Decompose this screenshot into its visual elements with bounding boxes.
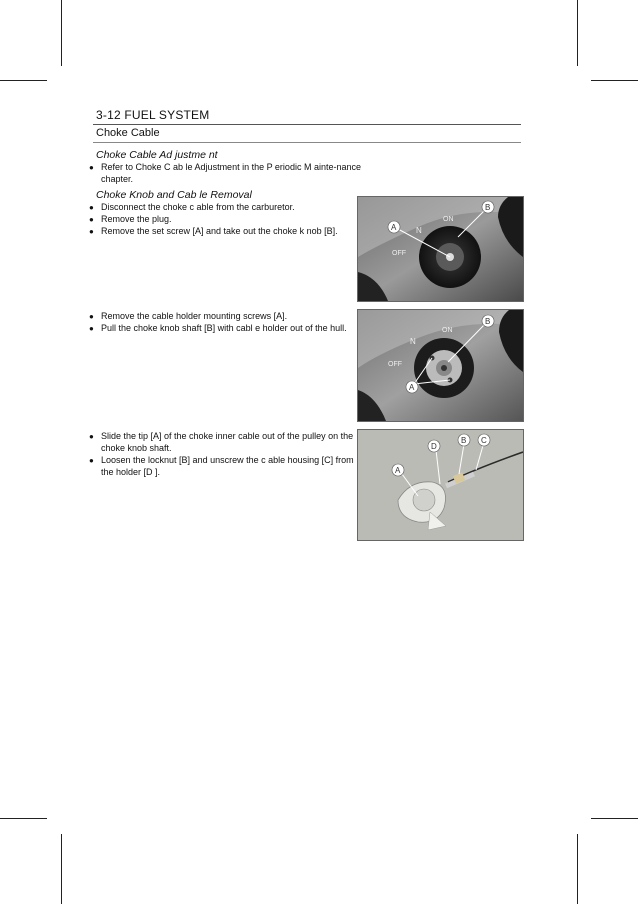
removal-step: ● Disconnect the choke c able from the carburetor. (89, 202, 363, 214)
removal-step: ● Remove the cable holder mounting screws [A]. (89, 311, 363, 323)
crop-mark (0, 818, 47, 819)
photo-choke-knob (357, 196, 524, 302)
header-rule (93, 124, 521, 125)
dial-mark-n: N (410, 337, 416, 346)
adjustment-bullet: ● Refer to Choke C ab le Adjustment in the P eriodic M ainte-nance chapter. (89, 162, 363, 185)
dial-mark-off: OFF (388, 361, 402, 368)
callout-b: B (485, 317, 491, 326)
callout-a: A (395, 466, 401, 475)
page-header: 3-12 FUEL SYSTEM (96, 108, 210, 122)
section-title: Choke Cable (96, 127, 160, 139)
crop-mark (61, 0, 62, 66)
crop-mark (591, 80, 638, 81)
crop-mark (61, 834, 62, 904)
dial-mark-on: ON (443, 216, 454, 223)
crop-mark (591, 818, 638, 819)
callout-d: D (431, 442, 437, 451)
crop-mark (577, 0, 578, 66)
callout-c: C (481, 436, 487, 445)
removal-step: ● Loosen the locknut [B] and unscrew the c able housing [C] from the holder [D ]. (89, 455, 363, 478)
removal-step: ● Pull the choke knob shaft [B] with cabl e holder out of the hull. (89, 323, 363, 335)
photo-choke-cable (357, 429, 524, 541)
removal-step: ● Remove the plug. (89, 214, 363, 226)
callout-a: A (409, 383, 415, 392)
removal-heading: Choke Knob and Cab le Removal (96, 189, 252, 201)
callout-a: A (391, 223, 397, 232)
photo-cable-holder (357, 309, 524, 422)
dial-mark-n: N (416, 226, 422, 235)
dial-mark-off: OFF (392, 250, 406, 257)
callout-b: B (461, 436, 467, 445)
crop-mark (577, 834, 578, 904)
dial-mark-on: ON (442, 327, 453, 334)
section-rule (93, 142, 521, 143)
removal-step: ● Slide the tip [A] of the choke inner cable out of the pulley on the choke knob shaft. (89, 431, 363, 454)
adjustment-heading: Choke Cable Ad justme nt (96, 149, 218, 161)
crop-mark (0, 80, 47, 81)
removal-step: ● Remove the set screw [A] and take out the choke k nob [B]. (89, 226, 363, 238)
callout-b: B (485, 203, 491, 212)
